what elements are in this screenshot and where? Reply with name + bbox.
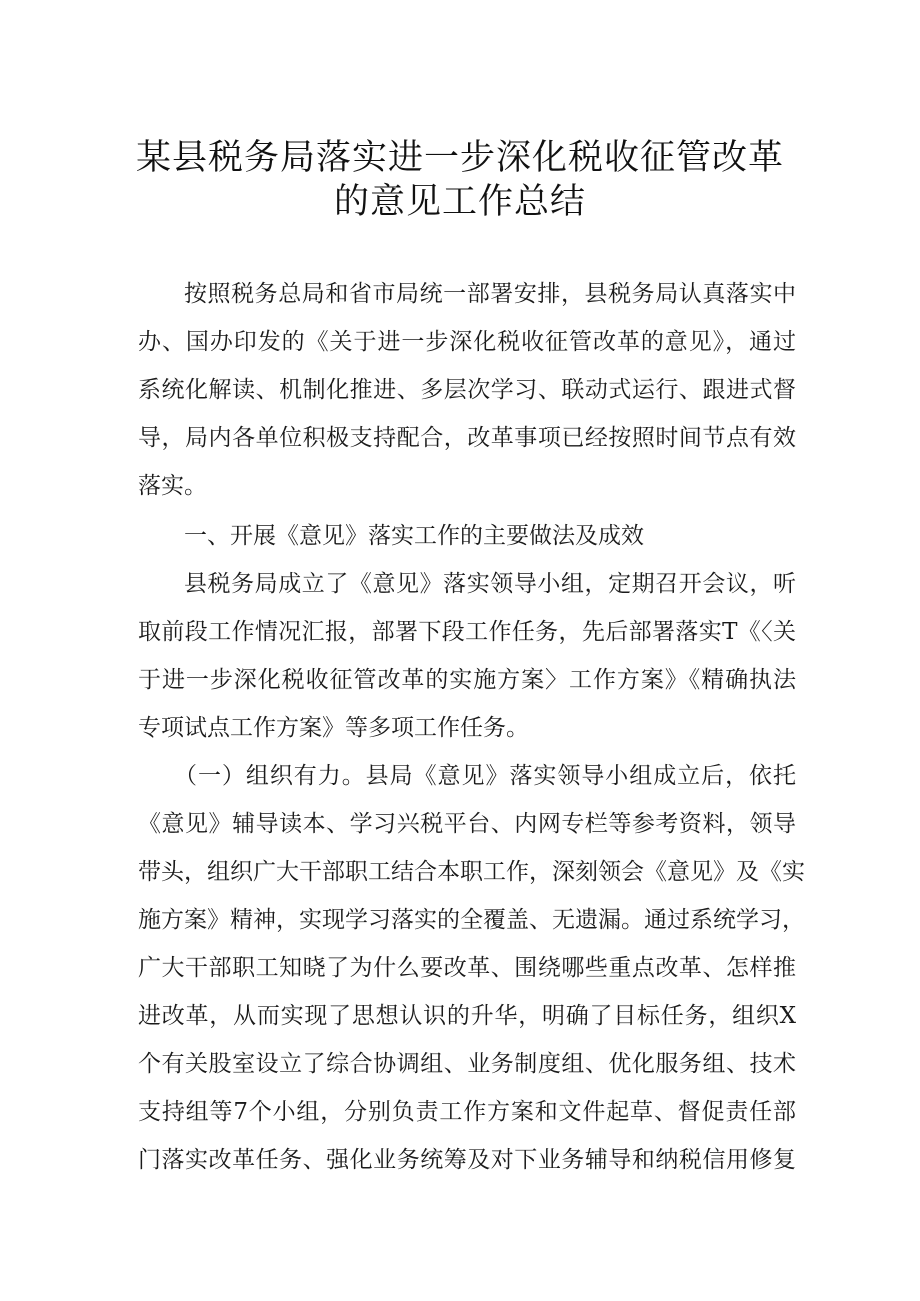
paragraph-1-line-3: 系统化解读、机制化推进、多层次学习、联动式运行、跟进式督 <box>138 377 796 403</box>
paragraph-2-line-4: 专项试点工作方案》等多项工作任务。 <box>138 715 529 741</box>
paragraph-1-line-1: 按照税务总局和省市局统一部署安排，县税务局认真落实中 <box>184 281 796 307</box>
paragraph-3-line-7: 个有关股室设立了综合协调组、业务制度组、优化服务组、技术 <box>138 1051 796 1077</box>
paragraph-1-line-5: 落实。 <box>138 473 207 499</box>
paragraph-2-line-3: 于进一步深化税收征管改革的实施方案〉工作方案》《精确执法 <box>138 667 796 693</box>
paragraph-3-line-9: 门落实改革任务、强化业务统筹及对下业务辅导和纳税信用修复 <box>138 1147 796 1173</box>
paragraph-2-line-2: 取前段工作情况汇报，部署下段工作任务，先后部署落实T《〈关 <box>138 619 796 645</box>
paragraph-3-line-1: （一）组织有力。县局《意见》落实领导小组成立后，依托 <box>174 763 796 789</box>
paragraph-3-line-3: 带头，组织广大干部职工结合本职工作，深刻领会《意见》及《实 <box>138 859 805 885</box>
paragraph-1-line-2: 办、国办印发的《关于进一步深化税收征管改革的意见》，通过 <box>138 329 796 355</box>
paragraph-3-line-4: 施方案》精神，实现学习落实的全覆盖、无遗漏。通过系统学习， <box>138 907 805 933</box>
document-title-line-1: 某县税务局落实进一步深化税收征管改革 <box>135 138 784 178</box>
paragraph-3-line-5: 广大干部职工知晓了为什么要改革、围绕哪些重点改革、怎样推 <box>138 955 796 981</box>
paragraph-2-line-1: 县税务局成立了《意见》落实领导小组，定期召开会议，听 <box>184 571 796 597</box>
paragraph-1-line-4: 导，局内各单位积极支持配合，改革事项已经按照时间节点有效 <box>138 425 796 451</box>
document-title-line-2: 的意见工作总结 <box>333 182 586 222</box>
paragraph-3-line-2: 《意见》辅导读本、学习兴税平台、内网专栏等参考资料，领导 <box>138 811 796 837</box>
section-heading-1: 一、开展《意见》落实工作的主要做法及成效 <box>184 523 644 549</box>
paragraph-3-line-6: 进改革，从而实现了思想认识的升华，明确了目标任务，组织X <box>138 1003 796 1029</box>
paragraph-3-line-8: 支持组等7个小组，分别负责工作方案和文件起草、督促责任部 <box>138 1099 796 1125</box>
